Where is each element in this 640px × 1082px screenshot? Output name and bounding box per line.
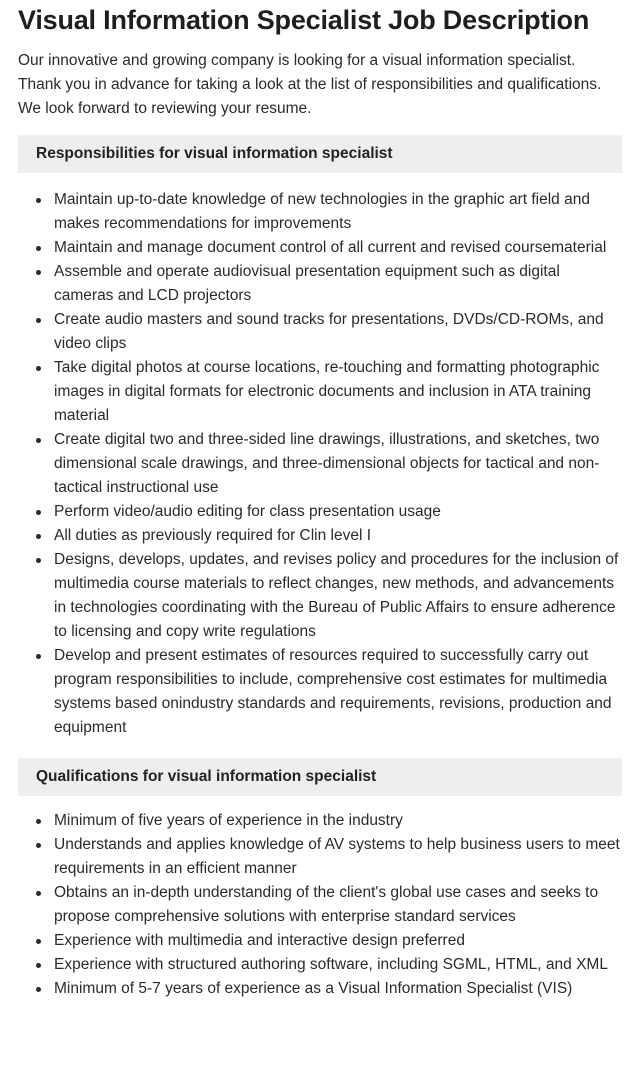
list-item	[18, 500, 622, 524]
list-item-text: Develop and present estimates of resources required to successfully carry out program responsibilities to include, comprehensive cost estimates for multimedia systems based onindustry standards and requirements, revisions, production and equipment	[54, 647, 612, 736]
list-item-text: Take digital photos at course locations, re-touching and formatting photographic images in digital formats for electronic documents and inclusion in ATA training material	[54, 359, 600, 424]
list-item-text: Assemble and operate audiovisual presentation equipment such as digital cameras and LCD projectors	[54, 263, 560, 304]
list-item-text: Perform video/audio editing for class presentation usage	[54, 503, 441, 520]
list-item	[18, 929, 622, 953]
bullet-icon	[36, 654, 41, 659]
list-item	[18, 524, 622, 548]
list-item-text: Designs, develops, updates, and revises policy and procedures for the inclusion of multimedia course materials to reflect changes, new methods, and advancements in technologies coordinating with the Bureau of Public Affairs to ensure adherence to licensing and copy write regulations	[54, 551, 619, 640]
list-item-text: Minimum of 5-7 years of experience as a Visual Information Specialist (VIS)	[54, 980, 573, 997]
bullet-icon	[36, 318, 41, 323]
list-item	[18, 260, 622, 308]
bullet-icon	[36, 246, 41, 251]
bullet-icon	[36, 987, 41, 992]
qualifications-heading: Qualifications for visual information specialist	[18, 758, 622, 796]
list-item	[18, 977, 622, 1001]
bullet-icon	[36, 891, 41, 896]
list-item-text: All duties as previously required for Clin level I	[54, 527, 372, 544]
bullet-icon	[36, 558, 41, 563]
list-item-text: Experience with multimedia and interactive design preferred	[54, 932, 465, 949]
list-item-text: Experience with structured authoring software, including SGML, HTML, and XML	[54, 956, 608, 973]
responsibilities-list	[18, 188, 622, 740]
bullet-icon	[36, 963, 41, 968]
list-item-text: Create audio masters and sound tracks for presentations, DVDs/CD-ROMs, and video clips	[54, 311, 604, 352]
intro-paragraph: Our innovative and growing company is looking for a visual information specialist. Thank you in advance for taking a look at the list of responsibilities and qualifications. We look forward to reviewing your resume.	[18, 52, 602, 117]
list-item-text: Understands and applies knowledge of AV systems to help business users to meet requirements in an efficient manner	[54, 836, 620, 877]
list-item	[18, 548, 622, 644]
list-item	[18, 188, 622, 236]
responsibilities-heading: Responsibilities for visual information specialist	[18, 135, 622, 173]
list-item-text: Minimum of five years of experience in the industry	[54, 812, 403, 829]
page-title: Visual Information Specialist Job Description	[18, 5, 590, 35]
list-item	[18, 809, 622, 833]
bullet-icon	[36, 534, 41, 539]
list-item	[18, 356, 622, 428]
list-item	[18, 428, 622, 500]
bullet-icon	[36, 510, 41, 515]
list-item	[18, 644, 622, 740]
list-item-text: Maintain up-to-date knowledge of new technologies in the graphic art field and makes recommendations for improvements	[54, 191, 590, 232]
list-item	[18, 953, 622, 977]
qualifications-list	[18, 809, 622, 1001]
list-item-text: Maintain and manage document control of all current and revised coursematerial	[54, 239, 607, 256]
bullet-icon	[36, 366, 41, 371]
list-item	[18, 833, 622, 881]
list-item-text: Create digital two and three-sided line drawings, illustrations, and sketches, two dimensional scale drawings, and three-dimensional objects for tactical and non-tactical instructional use	[54, 431, 600, 496]
bullet-icon	[36, 198, 41, 203]
bullet-icon	[36, 438, 41, 443]
list-item	[18, 881, 622, 929]
bullet-icon	[36, 819, 41, 824]
bullet-icon	[36, 843, 41, 848]
list-item	[18, 308, 622, 356]
list-item-text: Obtains an in-depth understanding of the client's global use cases and seeks to propose comprehensive solutions with enterprise standard services	[54, 884, 599, 925]
list-item	[18, 236, 622, 260]
bullet-icon	[36, 939, 41, 944]
bullet-icon	[36, 270, 41, 275]
